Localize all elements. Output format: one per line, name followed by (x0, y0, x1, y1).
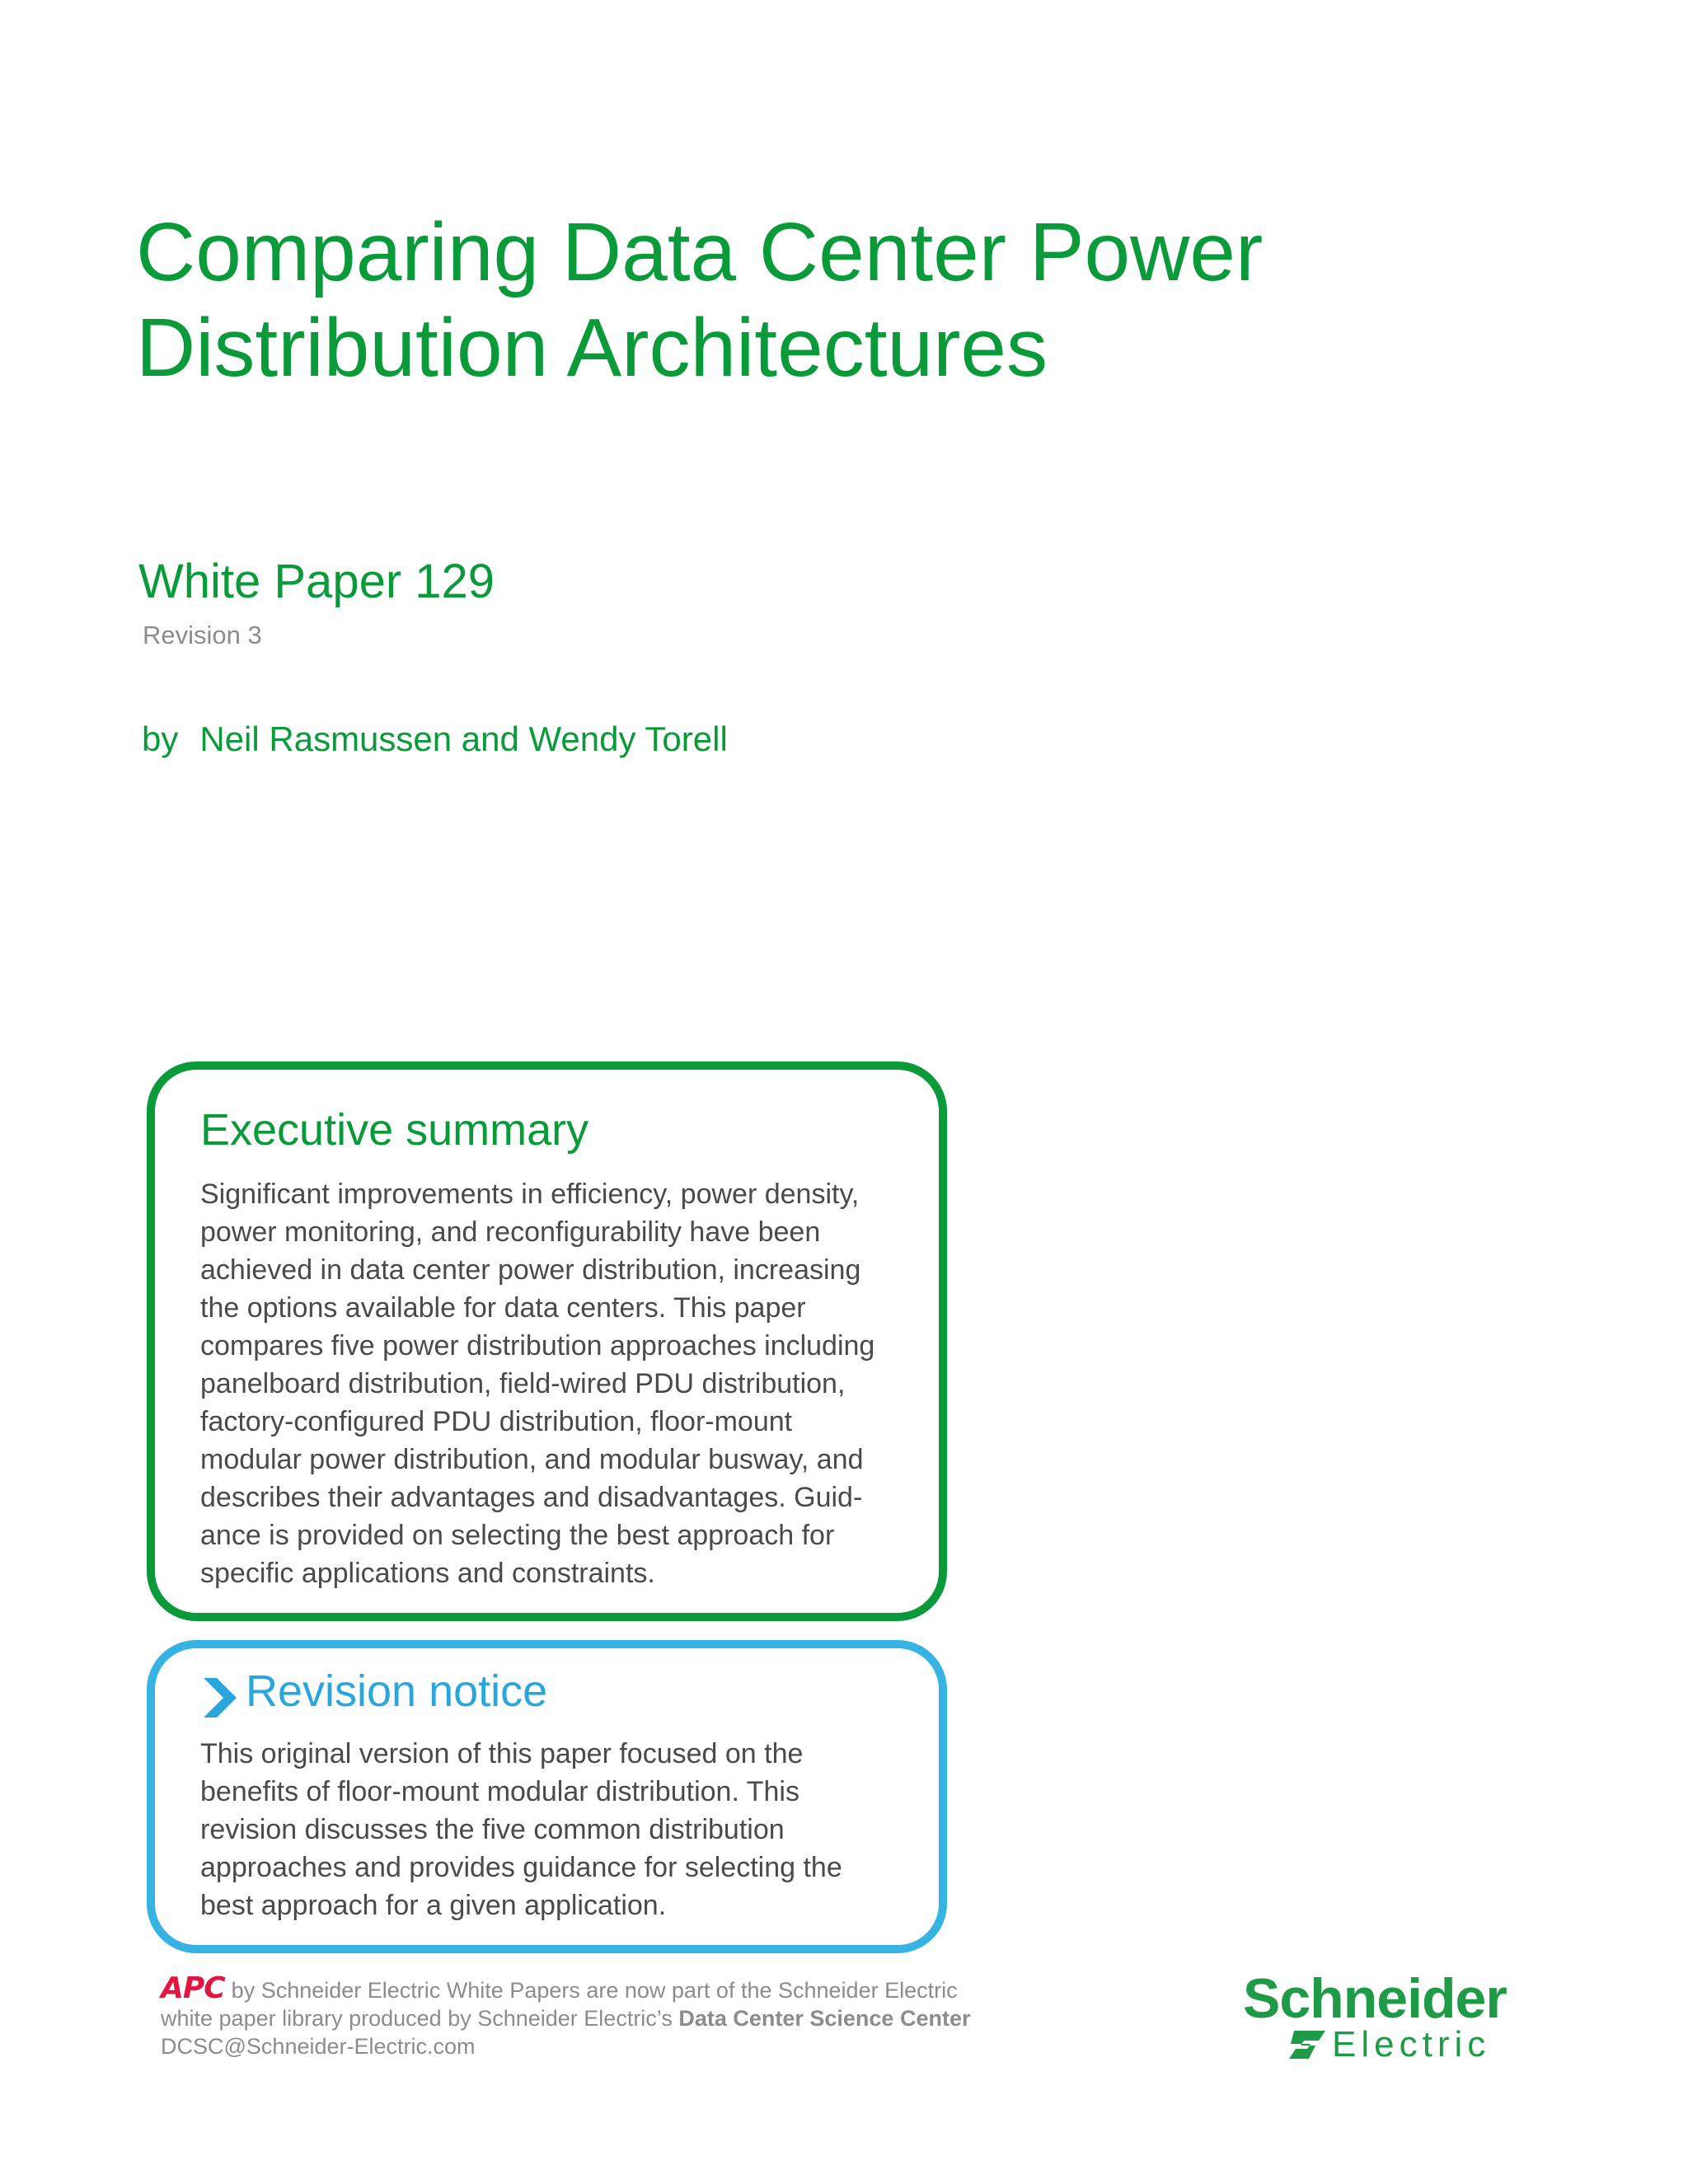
schneider-electric-logo (1243, 1966, 1540, 2065)
by-label: by (142, 719, 179, 758)
footer-email: DCSC@Schneider-Electric.com (161, 2034, 476, 2059)
footer-note (161, 1971, 1084, 2060)
document-title: Comparing Data Center Power Distribution Architectures (136, 206, 1264, 394)
executive-summary-heading: Executive summary (200, 1105, 589, 1155)
apc-logo: APC (161, 1971, 225, 2005)
revision-notice-text: This original version of this paper focused on the benefits of floor-mount modular distribution. This revision discusses the five common distribution approaches and provides guidance for selecting the best approach for a given application. (200, 1738, 842, 1921)
executive-summary-text: Significant improvements in efficiency, power density, power monitoring, and reconfigurability have been achieved in data center power distribution, increasing the options available for data centers. This paper compares five power distribution approaches including panelboard distribution, field-wired PDU distribution, factory-configured PDU distribution, floor-mount modular power distribution, and modular busway, and describes their advantages and disadvantages. Guid- ance is provided on selecting the best approach for specific applications and constraints. (200, 1179, 875, 1589)
logo-word-schneider: Schneider (1243, 1967, 1507, 2030)
white-paper-number: White Paper 129 (138, 555, 495, 608)
revision-notice-heading: Revision notice (246, 1666, 548, 1716)
revision-notice-box (147, 1640, 947, 1953)
byline (142, 719, 728, 759)
revision-label: Revision 3 (143, 621, 262, 649)
authors: Neil Rasmussen and Wendy Torell (199, 719, 728, 758)
footer-line-1: by Schneider Electric White Papers are now part of the Schneider Electric (231, 1978, 958, 2003)
logo-word-electric: Electric (1332, 2024, 1491, 2064)
chevron-right-icon (200, 1675, 240, 1721)
footer-line-2: white paper library produced by Schneider Electric’s (161, 2006, 679, 2031)
life-is-on-icon (1286, 2026, 1332, 2064)
executive-summary-box (147, 1062, 947, 1621)
data-center-science-center: Data Center Science Center (678, 2006, 971, 2031)
